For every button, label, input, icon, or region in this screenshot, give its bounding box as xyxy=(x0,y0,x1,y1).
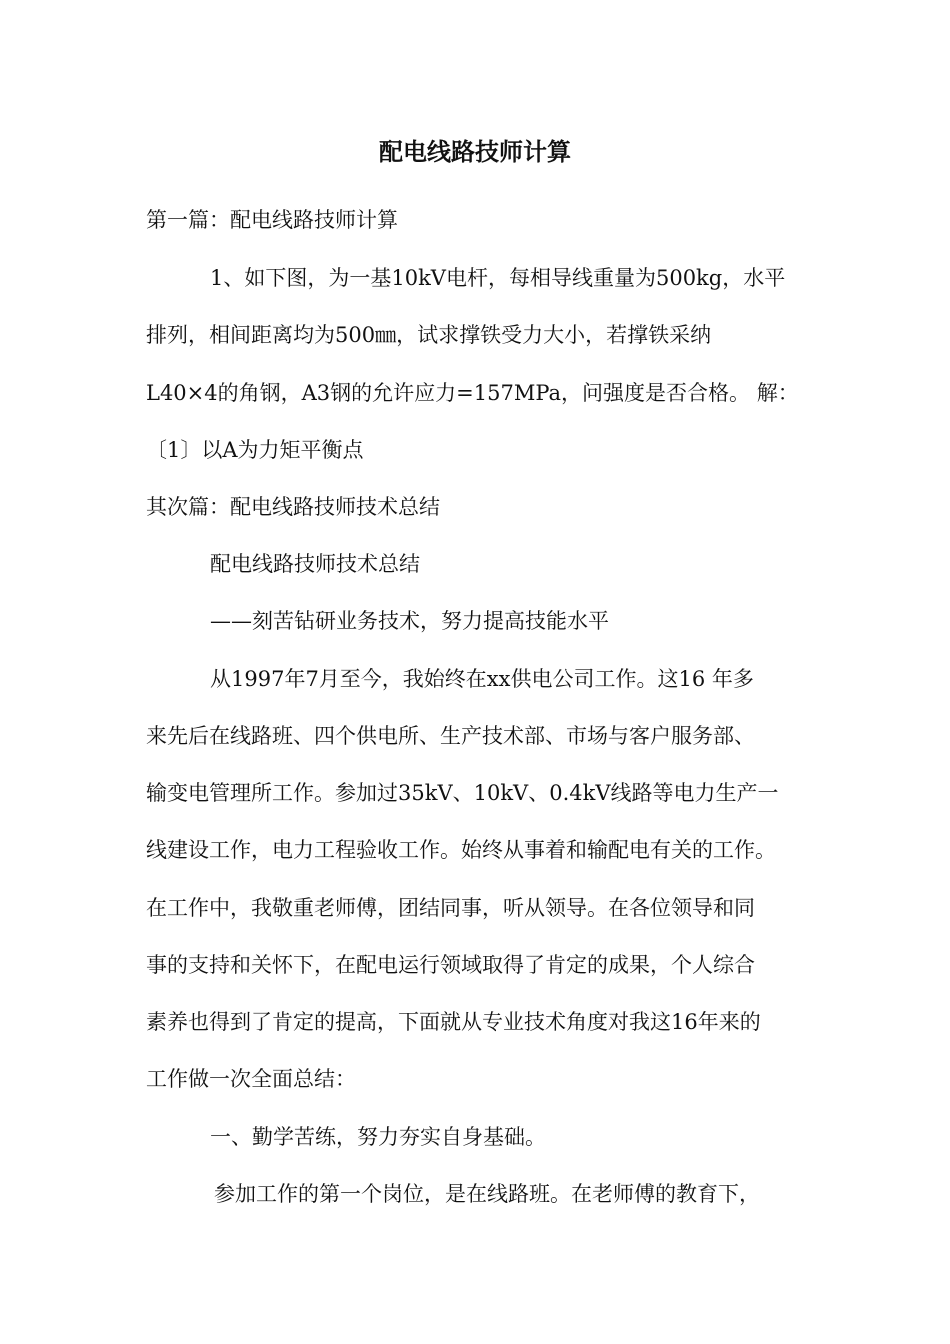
section-heading-part-2: 其次篇：配电线路技师技术总结 xyxy=(146,495,440,519)
subtitle-line: ——刻苦钻研业务技术，努力提高技能水平 xyxy=(210,609,609,633)
paragraph-line: 〔1〕以A为力矩平衡点 xyxy=(146,438,364,462)
paragraph-line: 工作做一次全面总结： xyxy=(146,1067,356,1091)
paragraph-line: 参加工作的第一个岗位，是在线路班。在老师傅的教育下， xyxy=(214,1182,760,1206)
paragraph-line: L40×4的角钢，A3钢的允许应力=157MPa，问强度是否合格。 解： xyxy=(146,381,799,405)
subsection-title: 配电线路技师技术总结 xyxy=(210,552,420,576)
paragraph-line: 排列，相间距离均为500㎜，试求撑铁受力大小，若撑铁采纳 xyxy=(146,323,712,347)
paragraph-line: 来先后在线路班、四个供电所、生产技术部、市场与客户服务部、 xyxy=(146,724,755,748)
paragraph-line: 事的支持和关怀下，在配电运行领域取得了肯定的成果，个人综合 xyxy=(146,953,755,977)
document-title: 配电线路技师计算 xyxy=(379,137,571,166)
section-heading-part-1: 第一篇：配电线路技师计算 xyxy=(146,208,398,232)
paragraph-line: 从1997年7月至今，我始终在xx供电公司工作。这16 年多 xyxy=(210,667,754,691)
numbered-heading: 一、勤学苦练，努力夯实自身基础。 xyxy=(210,1125,546,1149)
paragraph-line: 输变电管理所工作。参加过35kV、10kV、0.4kV线路等电力生产一 xyxy=(146,781,779,805)
paragraph-line: 线建设工作，电力工程验收工作。始终从事着和输配电有关的工作。 xyxy=(146,838,776,862)
paragraph-line: 1、如下图，为一基10kV电杆，每相导线重量为500kg，水平 xyxy=(210,266,786,290)
paragraph-line: 在工作中，我敬重老师傅，团结同事，听从领导。在各位领导和同 xyxy=(146,896,755,920)
paragraph-line: 素养也得到了肯定的提高，下面就从专业技术角度对我这16年来的 xyxy=(146,1010,761,1034)
